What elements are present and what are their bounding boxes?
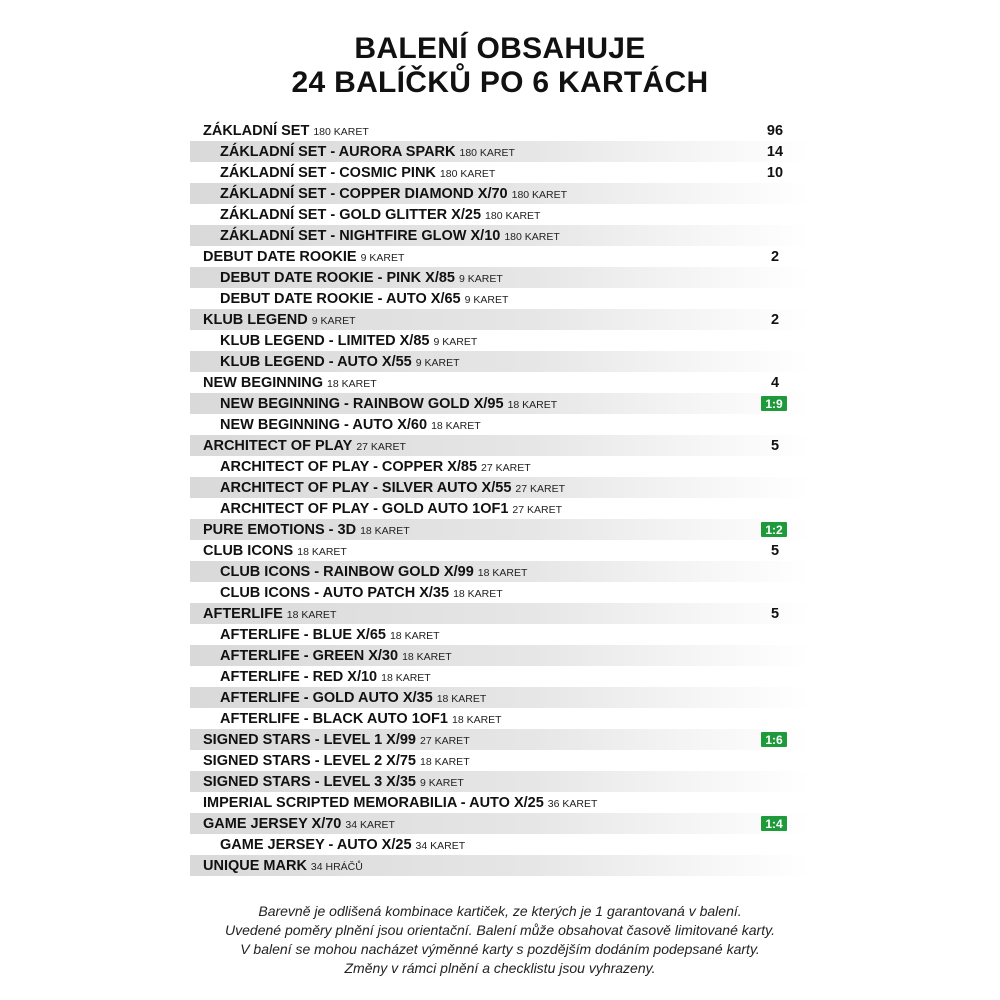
card-count: 18 KARET xyxy=(389,629,440,642)
row-text xyxy=(190,458,531,476)
card-count: 27 KARET xyxy=(481,461,531,474)
card-set-name: DEBUT DATE ROOKIE - AUTO X/65 xyxy=(220,290,461,307)
card-set-name: AFTERLIFE - BLACK AUTO 1OF1 xyxy=(220,710,448,727)
card-count: 9 KARET xyxy=(464,293,509,306)
table-row xyxy=(190,141,810,162)
card-count: 180 KARET xyxy=(504,230,560,243)
pack-quantity: 2 xyxy=(770,311,780,328)
title-line-1: BALENÍ OBSAHUJE xyxy=(354,32,646,65)
card-count: 18 KARET xyxy=(286,608,337,621)
card-count: 18 KARET xyxy=(431,419,481,432)
table-row xyxy=(190,687,810,708)
pack-quantity: 14 xyxy=(766,143,784,160)
row-text xyxy=(190,395,557,413)
pack-quantity: 5 xyxy=(770,437,780,454)
table-row xyxy=(190,834,810,855)
footer-line-1: Barevně je odlišená kombinace kartiček, ze kterých je 1 garantovaná v balení. xyxy=(258,903,742,919)
table-row xyxy=(190,414,810,435)
row-text xyxy=(190,668,431,686)
card-set-name: AFTERLIFE xyxy=(203,605,283,622)
table-row xyxy=(190,456,810,477)
card-count: 27 KARET xyxy=(356,440,406,453)
row-text xyxy=(190,332,477,350)
card-set-name: ARCHITECT OF PLAY - SILVER AUTO X/55 xyxy=(220,479,512,496)
card-count: 18 KARET xyxy=(477,566,528,579)
row-text xyxy=(190,227,560,245)
row-text xyxy=(190,374,377,392)
footer-notes xyxy=(0,902,1000,978)
card-count: 9 KARET xyxy=(415,356,460,369)
title-line-2: 24 BALÍČKŮ PO 6 KARTÁCH xyxy=(291,66,709,99)
table-row xyxy=(190,645,810,666)
card-count: 180 KARET xyxy=(313,125,369,138)
pack-quantity: 2 xyxy=(770,248,780,265)
row-text xyxy=(190,143,515,161)
card-count: 18 KARET xyxy=(381,671,431,684)
card-count: 27 KARET xyxy=(420,734,470,747)
row-text xyxy=(190,752,470,770)
table-row xyxy=(190,729,810,750)
card-count: 9 KARET xyxy=(360,251,405,264)
card-count: 9 KARET xyxy=(458,272,503,285)
footer-line-2: Uvedené poměry plnění jsou orientační. Balení může obsahovat časově limitované karty. xyxy=(225,922,775,938)
card-set-name: ZÁKLADNÍ SET - GOLD GLITTER X/25 xyxy=(220,206,482,223)
row-text xyxy=(190,416,481,434)
footer-line-4: Změny v rámci plnění a checklistu jsou vyhrazeny. xyxy=(344,960,656,976)
card-set-name: AFTERLIFE - RED X/10 xyxy=(220,668,378,685)
card-count: 18 KARET xyxy=(402,650,452,663)
ratio-badge: 1:6 xyxy=(761,732,787,747)
row-text xyxy=(190,815,395,833)
card-set-name: SIGNED STARS - LEVEL 1 X/99 xyxy=(203,731,416,748)
row-text xyxy=(190,731,470,749)
card-set-name: DEBUT DATE ROOKIE xyxy=(203,248,357,265)
table-row xyxy=(190,330,810,351)
pack-quantity: 5 xyxy=(770,605,780,622)
table-row xyxy=(190,519,810,540)
table-row xyxy=(190,792,810,813)
card-count: 18 KARET xyxy=(327,377,377,390)
row-text xyxy=(190,710,502,728)
row-text xyxy=(190,500,562,518)
table-row xyxy=(190,540,810,561)
card-set-name: AFTERLIFE - GOLD AUTO X/35 xyxy=(220,689,433,706)
table-row xyxy=(190,372,810,393)
table-row xyxy=(190,183,810,204)
card-set-name: ARCHITECT OF PLAY - GOLD AUTO 1OF1 xyxy=(220,500,509,517)
row-text xyxy=(190,689,486,707)
row-text xyxy=(190,437,406,455)
row-text xyxy=(190,206,540,224)
table-row xyxy=(190,309,810,330)
row-text xyxy=(190,311,356,329)
table-row xyxy=(190,771,810,792)
table-row xyxy=(190,393,810,414)
card-set-name: NEW BEGINNING xyxy=(203,374,324,391)
row-text xyxy=(190,353,460,371)
card-count: 18 KARET xyxy=(451,713,502,726)
row-text xyxy=(190,836,465,854)
card-set-name: AFTERLIFE - BLUE X/65 xyxy=(220,626,386,643)
table-row xyxy=(190,267,810,288)
card-set-name: CLUB ICONS - AUTO PATCH X/35 xyxy=(220,584,450,601)
row-text xyxy=(190,773,464,791)
card-set-name: GAME JERSEY X/70 xyxy=(203,815,342,832)
card-set-name: UNIQUE MARK xyxy=(203,857,307,874)
row-text xyxy=(190,248,404,266)
card-count: 18 KARET xyxy=(360,524,410,537)
card-set-name: SIGNED STARS - LEVEL 2 X/75 xyxy=(203,752,416,769)
table-row xyxy=(190,603,810,624)
table-row xyxy=(190,435,810,456)
ratio-badge: 1:2 xyxy=(761,522,787,537)
row-text xyxy=(190,857,363,875)
card-count: 9 KARET xyxy=(420,776,464,789)
table-row xyxy=(190,582,810,603)
table-row xyxy=(190,750,810,771)
card-set-name: ZÁKLADNÍ SET xyxy=(203,122,310,139)
card-set-name: IMPERIAL SCRIPTED MEMORABILIA - AUTO X/25 xyxy=(203,794,544,811)
card-set-name: CLUB ICONS - RAINBOW GOLD X/99 xyxy=(220,563,474,580)
table-row xyxy=(190,666,810,687)
row-text xyxy=(190,584,503,602)
table-row xyxy=(190,624,810,645)
card-set-name: AFTERLIFE - GREEN X/30 xyxy=(220,647,399,664)
row-text xyxy=(190,626,440,644)
row-text xyxy=(190,563,527,581)
ratio-badge: 1:4 xyxy=(761,816,787,831)
card-count: 18 KARET xyxy=(453,587,503,600)
card-set-name: ZÁKLADNÍ SET - NIGHTFIRE GLOW X/10 xyxy=(220,227,501,244)
card-count: 180 KARET xyxy=(439,167,496,180)
card-count: 34 HRÁČŮ xyxy=(310,860,363,873)
table-row xyxy=(190,246,810,267)
table-row xyxy=(190,561,810,582)
card-count: 34 KARET xyxy=(415,839,466,852)
table-row xyxy=(190,477,810,498)
card-count: 27 KARET xyxy=(515,482,565,495)
card-count: 18 KARET xyxy=(507,398,558,411)
table-row xyxy=(190,120,810,141)
table-row xyxy=(190,225,810,246)
card-count: 18 KARET xyxy=(420,755,470,768)
card-count: 36 KARET xyxy=(547,797,598,810)
card-count: 34 KARET xyxy=(345,818,395,831)
row-text xyxy=(190,542,347,560)
card-set-name: ZÁKLADNÍ SET - COSMIC PINK xyxy=(220,164,436,181)
card-count: 9 KARET xyxy=(433,335,478,348)
checklist-table xyxy=(190,120,810,876)
table-row xyxy=(190,813,810,834)
pack-quantity: 10 xyxy=(766,164,784,181)
table-row xyxy=(190,162,810,183)
row-text xyxy=(190,647,452,665)
card-set-name: DEBUT DATE ROOKIE - PINK X/85 xyxy=(220,269,455,286)
card-set-name: ZÁKLADNÍ SET - AURORA SPARK xyxy=(220,143,456,160)
card-set-name: KLUB LEGEND - LIMITED X/85 xyxy=(220,332,430,349)
row-text xyxy=(190,185,567,203)
table-row xyxy=(190,708,810,729)
table-row xyxy=(190,351,810,372)
row-text xyxy=(190,521,410,539)
pack-quantity: 5 xyxy=(770,542,780,559)
card-count: 180 KARET xyxy=(511,188,568,201)
row-text xyxy=(190,479,565,497)
card-count: 180 KARET xyxy=(459,146,515,159)
row-text xyxy=(190,605,336,623)
table-row xyxy=(190,204,810,225)
table-row xyxy=(190,498,810,519)
row-text xyxy=(190,794,597,812)
row-text xyxy=(190,164,495,182)
card-set-name: ZÁKLADNÍ SET - COPPER DIAMOND X/70 xyxy=(220,185,508,202)
card-count: 18 KARET xyxy=(297,545,347,558)
card-set-name: KLUB LEGEND xyxy=(203,311,308,328)
pack-quantity: 4 xyxy=(770,374,780,391)
card-count: 27 KARET xyxy=(512,503,563,516)
ratio-badge: 1:9 xyxy=(761,396,787,411)
table-row xyxy=(190,288,810,309)
card-count: 18 KARET xyxy=(436,692,487,705)
row-text xyxy=(190,122,369,140)
card-set-name: NEW BEGINNING - AUTO X/60 xyxy=(220,416,428,433)
row-text xyxy=(190,290,508,308)
card-count: 9 KARET xyxy=(311,314,356,327)
page-title xyxy=(0,32,1000,100)
card-set-name: ARCHITECT OF PLAY xyxy=(203,437,353,454)
row-text xyxy=(190,269,503,287)
footer-line-3: V balení se mohou nacházet výměnné karty s pozdějším dodáním podepsané karty. xyxy=(240,941,760,957)
card-count: 180 KARET xyxy=(485,209,541,222)
card-set-name: CLUB ICONS xyxy=(203,542,294,559)
card-set-name: PURE EMOTIONS - 3D xyxy=(203,521,357,538)
table-row xyxy=(190,855,810,876)
card-set-name: NEW BEGINNING - RAINBOW GOLD X/95 xyxy=(220,395,504,412)
card-set-name: ARCHITECT OF PLAY - COPPER X/85 xyxy=(220,458,478,475)
card-set-name: GAME JERSEY - AUTO X/25 xyxy=(220,836,412,853)
pack-quantity: 96 xyxy=(766,122,784,139)
card-set-name: SIGNED STARS - LEVEL 3 X/35 xyxy=(203,773,416,790)
card-set-name: KLUB LEGEND - AUTO X/55 xyxy=(220,353,412,370)
